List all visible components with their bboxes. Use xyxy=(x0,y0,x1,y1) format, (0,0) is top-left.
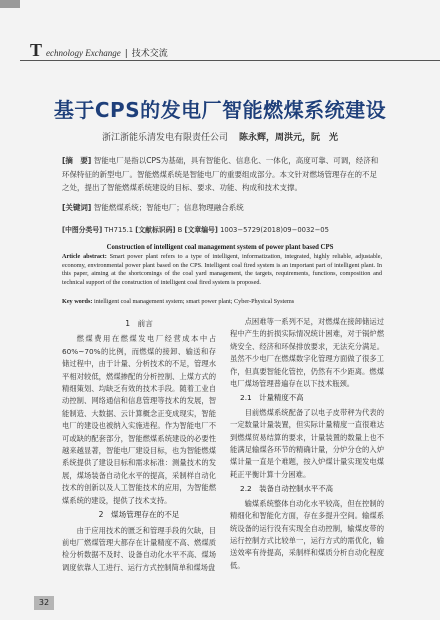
keywords-cn-label: [关键词] xyxy=(62,203,92,212)
journal-logo-text: echnology Exchange xyxy=(46,48,121,58)
english-abstract-label: Article abstract: xyxy=(62,253,107,260)
keywords-cn xyxy=(62,202,392,213)
paragraph: 点困难等一系列不足，对燃煤在接卸储运过程中产生的折损实际情况统计困难，对于锅炉燃烧安全、经济和环保排放要求，无法充分满足。虽然不少电厂在燃煤数字化管理方面做了很多工作，但真要智能化管控，仍然有不少距离。燃煤电厂煤场管理普遍存在以下技术瓶颈。 xyxy=(230,317,384,389)
clc-value: TH715.1 xyxy=(104,226,134,234)
header-separator: | xyxy=(124,49,128,59)
author-names: 陈永辉，周洪元，阮 光 xyxy=(238,133,338,143)
page-number: 32 xyxy=(34,596,54,610)
header-rule xyxy=(20,60,440,61)
doc-code-value: B xyxy=(177,226,183,234)
subsection-heading-metering: 2.1 计量精度不高 xyxy=(240,393,304,403)
affiliation: 浙江浙能乐清发电有限责任公司 xyxy=(102,133,229,143)
english-abstract xyxy=(62,253,382,287)
abstract-cn xyxy=(62,154,382,195)
journal-logo-letter: T xyxy=(30,40,43,60)
doc-code-label: [文献标识码] xyxy=(135,226,176,234)
author-line xyxy=(0,130,440,143)
english-keywords xyxy=(62,298,382,305)
abstract-cn-label: [摘 要] xyxy=(62,156,92,165)
article-title: 基于CPS的发电厂智能燃煤系统建设 xyxy=(53,98,387,122)
clc-label: [中图分类号] xyxy=(62,226,103,234)
article-id-label: [文章编号] xyxy=(184,226,218,234)
right-column xyxy=(230,316,384,572)
keywords-cn-text: 智能燃煤系统；智能电厂；信息物理融合系统 xyxy=(93,203,244,212)
article-id-value: 1003−5729(2018)09−0032−05 xyxy=(220,226,329,234)
subsection-heading-automation: 2.2 装备自动控制水平不高 xyxy=(240,484,334,494)
left-column xyxy=(62,316,216,574)
english-keywords-label: Key words: xyxy=(62,298,93,305)
paragraph: 燃煤费用在燃煤发电厂经营成本中占60%~70%的比例，而燃煤的接卸、输送和存储过程中，由于计量、分析技术的不足，管理水平相对较低，燃煤掺配的分析控制、上煤方式的精细策划、均缺乏有效的技术手段。随着工业自动控制、网络通信和信息管理等技术的发展，智能制造、大数据、云计算概念正变成现实，智能电厂的建设也被纳入实施进程。作为智能电厂不可或缺的配套部分，智能燃煤系统建设的必要性越来越显著，智能电厂建设目标，也为智能燃煤系统提供了建设目标和需求标准：测量技术的发展，煤场装备自动化水平的提高，采制样自动化技术的创新以及人工智能技术的应用，为智能燃煤系统的建设，提供了技术支持。 xyxy=(62,334,216,505)
english-title: Construction of intelligent coal management system of power plant based CPS xyxy=(106,244,334,251)
abstract-cn-text: 智能电厂是指以CPS为基础，具有智能化、信息化、一体化，高度可靠、可调，经济和环保特征的新型电厂。智能燃煤系统是智能电厂的重要组成部分。本文针对燃场管理存在的不足之处，提出了智能燃煤系统建设的目标、要求、功能、构成和技术支撑。 xyxy=(62,156,379,192)
classification-line xyxy=(62,224,392,234)
section-name: 技术交流 xyxy=(131,49,168,59)
english-keywords-text: intelligent coal management system; smart power plant; Cyber-Physical Systems xyxy=(93,298,295,305)
english-abstract-text: Smart power plant refers to a type of intelligent, informatization, integrated, highly reliable, adjustable, economy, environmental power plant based on the CPS. Intelligent coal fired system is an important part of intelligent plant. In this paper, aiming at the shortcomings of the coal yard management, the targets, requirements, functions, composition and technical support of the construction of intelligent coal fired system is proposed. xyxy=(62,253,383,286)
section-heading-intro: 1 前言 xyxy=(125,319,153,328)
section-heading-deficiencies: 2 煤场管理存在的不足 xyxy=(98,510,180,520)
paragraph: 输煤系统整体自动化水平较高，但在控制的精细化和智能化方面，存在多提升空间。输煤系统设备的运行没有实现全自动控制，输煤皮带的运行控制方式比较单一，运行方式的需优化，输送效率有待提高，采制样和煤质分析自动化程度低。 xyxy=(230,498,384,570)
corner-decoration xyxy=(0,0,20,8)
paragraph: 目前燃煤系统配备了以电子皮带秤为代表的一定数量计量装置，但实际计量精度一直很难达到燃煤贸易结算的要求，计量装置的数量上也不能满足输煤各环节的精确计量，分炉分仓的入炉煤计量一直是个难题，按入炉煤计量实现发电煤耗正平衡计算十分困难。 xyxy=(230,407,384,479)
journal-header xyxy=(30,42,168,59)
paragraph: 由于应用技术的匮乏和管理手段的欠缺，目前电厂燃煤管理大都存在计量精度不高、燃煤质检分析数据不及时、设备自动化水平不高、煤场调度依靠人工进行、运行方式控制简单和煤场盘 xyxy=(62,525,216,572)
